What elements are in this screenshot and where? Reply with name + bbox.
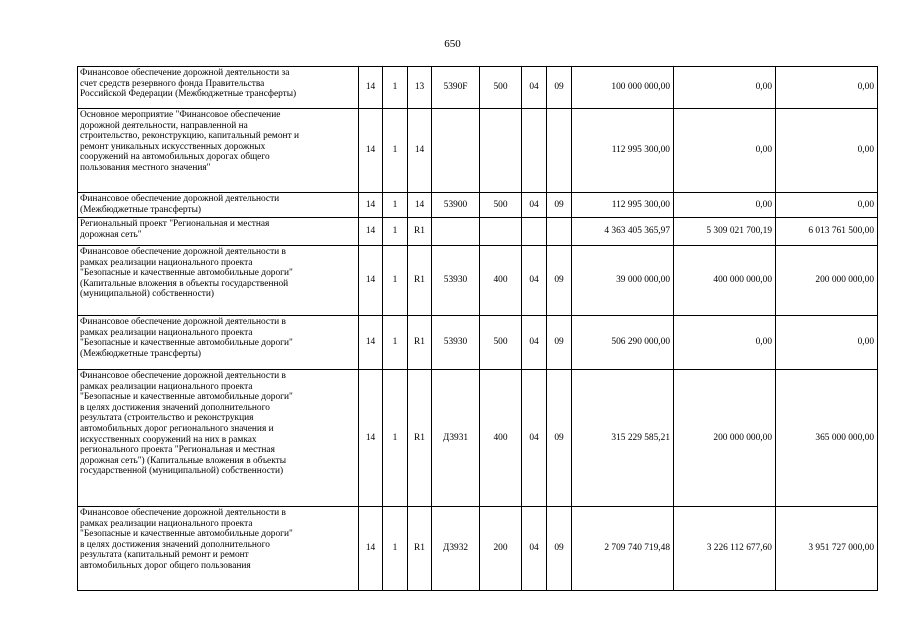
code-main-event: R1: [408, 218, 432, 246]
amount-year-1: 4 363 405 365,97: [572, 218, 674, 246]
amount-year-1: 2 709 740 719,48: [572, 507, 674, 591]
code-direction: [432, 218, 480, 246]
code-subdivision: [547, 109, 572, 193]
code-expense-type: 500: [480, 316, 522, 370]
code-subprogram: 1: [383, 109, 408, 193]
amount-year-3: 0,00: [776, 193, 878, 218]
code-direction: 5390F: [432, 67, 480, 109]
code-subdivision: 09: [547, 370, 572, 507]
code-subprogram: 1: [383, 193, 408, 218]
code-subprogram: 1: [383, 246, 408, 316]
table-body: [78, 67, 878, 591]
amount-year-3: 3 951 727 000,00: [776, 507, 878, 591]
code-section: 14: [359, 370, 383, 507]
budget-table: [77, 66, 878, 591]
code-subdivision: 09: [547, 246, 572, 316]
row-name: Региональный проект "Региональная и местная дорожная сеть": [78, 218, 359, 246]
code-direction: 53900: [432, 193, 480, 218]
row-name: Финансовое обеспечение дорожной деятельности в рамках реализации национального проекта "Безопасные и качественные автомобильные дороги" в целях достижения значений дополнительного результата (капитальный ремонт и ремонт автомобильных дорог общего пользования: [78, 507, 359, 591]
amount-year-2: 200 000 000,00: [674, 370, 776, 507]
code-expense-type: [480, 109, 522, 193]
table-row: [78, 218, 878, 246]
amount-year-3: 200 000 000,00: [776, 246, 878, 316]
code-subdivision: 09: [547, 193, 572, 218]
code-expense-type: 400: [480, 370, 522, 507]
code-direction: Д3931: [432, 370, 480, 507]
table-row: [78, 507, 878, 591]
code-main-event: 13: [408, 67, 432, 109]
amount-year-1: 112 995 300,00: [572, 109, 674, 193]
row-name: Финансовое обеспечение дорожной деятельности в рамках реализации национального проекта "Безопасные и качественные автомобильные дороги" (Межбюджетные трансферты): [78, 316, 359, 370]
code-division: 04: [522, 370, 547, 507]
code-division: [522, 218, 547, 246]
amount-year-3: 6 013 761 500,00: [776, 218, 878, 246]
code-subprogram: 1: [383, 218, 408, 246]
table-row: [78, 67, 878, 109]
code-section: 14: [359, 507, 383, 591]
table-row: [78, 193, 878, 218]
amount-year-2: 3 226 112 677,60: [674, 507, 776, 591]
code-subdivision: 09: [547, 316, 572, 370]
code-expense-type: 200: [480, 507, 522, 591]
code-main-event: R1: [408, 316, 432, 370]
table-row: [78, 109, 878, 193]
amount-year-3: 0,00: [776, 109, 878, 193]
code-subdivision: 09: [547, 507, 572, 591]
amount-year-2: 0,00: [674, 67, 776, 109]
amount-year-3: 0,00: [776, 316, 878, 370]
code-subdivision: 09: [547, 67, 572, 109]
code-section: 14: [359, 109, 383, 193]
row-name: Финансовое обеспечение дорожной деятельности (Межбюджетные трансферты): [78, 193, 359, 218]
code-main-event: R1: [408, 370, 432, 507]
table-row: [78, 246, 878, 316]
table-row: [78, 370, 878, 507]
code-section: 14: [359, 246, 383, 316]
row-name: Финансовое обеспечение дорожной деятельности в рамках реализации национального проекта "Безопасные и качественные автомобильные дороги" в целях достижения значений дополнительного результата (строительство и реконструкция автомобильных дорог регионального значения и искусственных сооружений на них в рамках регионального проекта "Региональная и местная дорожная сеть") (Капитальные вложения в объекты государственной (муниципальной) собственности): [78, 370, 359, 507]
code-subprogram: 1: [383, 67, 408, 109]
amount-year-2: 400 000 000,00: [674, 246, 776, 316]
code-section: 14: [359, 67, 383, 109]
code-expense-type: [480, 218, 522, 246]
code-direction: 53930: [432, 316, 480, 370]
code-main-event: 14: [408, 193, 432, 218]
amount-year-3: 0,00: [776, 67, 878, 109]
code-subprogram: 1: [383, 370, 408, 507]
code-direction: Д3932: [432, 507, 480, 591]
code-division: 04: [522, 316, 547, 370]
code-main-event: 14: [408, 109, 432, 193]
code-main-event: R1: [408, 507, 432, 591]
code-division: [522, 109, 547, 193]
code-subprogram: 1: [383, 507, 408, 591]
amount-year-2: 0,00: [674, 109, 776, 193]
amount-year-1: 506 290 000,00: [572, 316, 674, 370]
code-expense-type: 500: [480, 193, 522, 218]
code-section: 14: [359, 316, 383, 370]
table-row: [78, 316, 878, 370]
code-division: 04: [522, 507, 547, 591]
row-name: Финансовое обеспечение дорожной деятельности в рамках реализации национального проекта "Безопасные и качественные автомобильные дороги" (Капитальные вложения в объекты государственной (муниципальной) собственности): [78, 246, 359, 316]
code-subprogram: 1: [383, 316, 408, 370]
code-direction: [432, 109, 480, 193]
code-expense-type: 500: [480, 67, 522, 109]
amount-year-1: 315 229 585,21: [572, 370, 674, 507]
code-main-event: R1: [408, 246, 432, 316]
code-division: 04: [522, 193, 547, 218]
amount-year-3: 365 000 000,00: [776, 370, 878, 507]
row-name: Финансовое обеспечение дорожной деятельности за счет средств резервного фонда Правительства Российской Федерации (Межбюджетные трансферты): [78, 67, 359, 109]
code-section: 14: [359, 218, 383, 246]
amount-year-2: 0,00: [674, 316, 776, 370]
code-section: 14: [359, 193, 383, 218]
code-subdivision: [547, 218, 572, 246]
amount-year-1: 39 000 000,00: [572, 246, 674, 316]
page-number: 650: [444, 38, 461, 50]
code-division: 04: [522, 67, 547, 109]
amount-year-2: 0,00: [674, 193, 776, 218]
amount-year-1: 112 995 300,00: [572, 193, 674, 218]
amount-year-1: 100 000 000,00: [572, 67, 674, 109]
code-division: 04: [522, 246, 547, 316]
row-name: Основное мероприятие "Финансовое обеспечение дорожной деятельности, направленной на строительство, реконструкцию, капитальный ремонт и ремонт уникальных искусственных дорожных сооружений на автомобильных дорогах общего пользования местного значения": [78, 109, 359, 193]
code-expense-type: 400: [480, 246, 522, 316]
amount-year-2: 5 309 021 700,19: [674, 218, 776, 246]
code-direction: 53930: [432, 246, 480, 316]
